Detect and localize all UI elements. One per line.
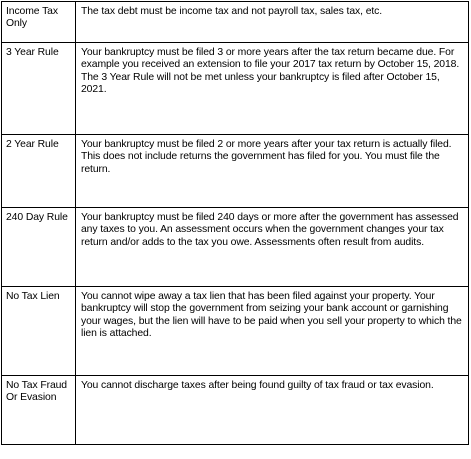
rule-name-cell: 3 Year Rule xyxy=(2,43,76,135)
rule-description-cell: The tax debt must be income tax and not payroll tax, sales tax, etc. xyxy=(76,2,469,43)
table-row xyxy=(2,2,469,43)
rule-name-cell: No Tax Lien xyxy=(2,287,76,376)
rule-description-cell: Your bankruptcy must be filed 3 or more years after the tax return became due. For example you received an extension to file your 2017 tax return by October 15, 2018. The 3 Year Rule will not be met unless your bankruptcy is filed after October 15, 2021. xyxy=(76,43,469,135)
rule-description-cell: You cannot discharge taxes after being found guilty of tax fraud or tax evasion. xyxy=(76,376,469,445)
table-row xyxy=(2,43,469,135)
rule-name-cell: Income Tax Only xyxy=(2,2,76,43)
table-row xyxy=(2,287,469,376)
table-row xyxy=(2,376,469,445)
tax-discharge-rules-table xyxy=(1,1,469,445)
rule-description-cell: Your bankruptcy must be filed 2 or more years after your tax return is actually filed. This does not include returns the government has filed for you. You must file the return. xyxy=(76,135,469,208)
rule-description-cell: Your bankruptcy must be filed 240 days or more after the government has assessed any taxes to you. An assessment occurs when the government changes your tax return and/or adds to the tax you owe. Assessments often result from audits. xyxy=(76,208,469,287)
rule-name-cell: No Tax Fraud Or Evasion xyxy=(2,376,76,445)
rule-name-cell: 240 Day Rule xyxy=(2,208,76,287)
table-row xyxy=(2,208,469,287)
rule-name-cell: 2 Year Rule xyxy=(2,135,76,208)
rule-description-cell: You cannot wipe away a tax lien that has been filed against your property. Your bankruptcy will stop the government from seizing your bank account or garnishing your wages, but the lien will have to be paid when you sell your property to which the lien is attached. xyxy=(76,287,469,376)
table-row xyxy=(2,135,469,208)
